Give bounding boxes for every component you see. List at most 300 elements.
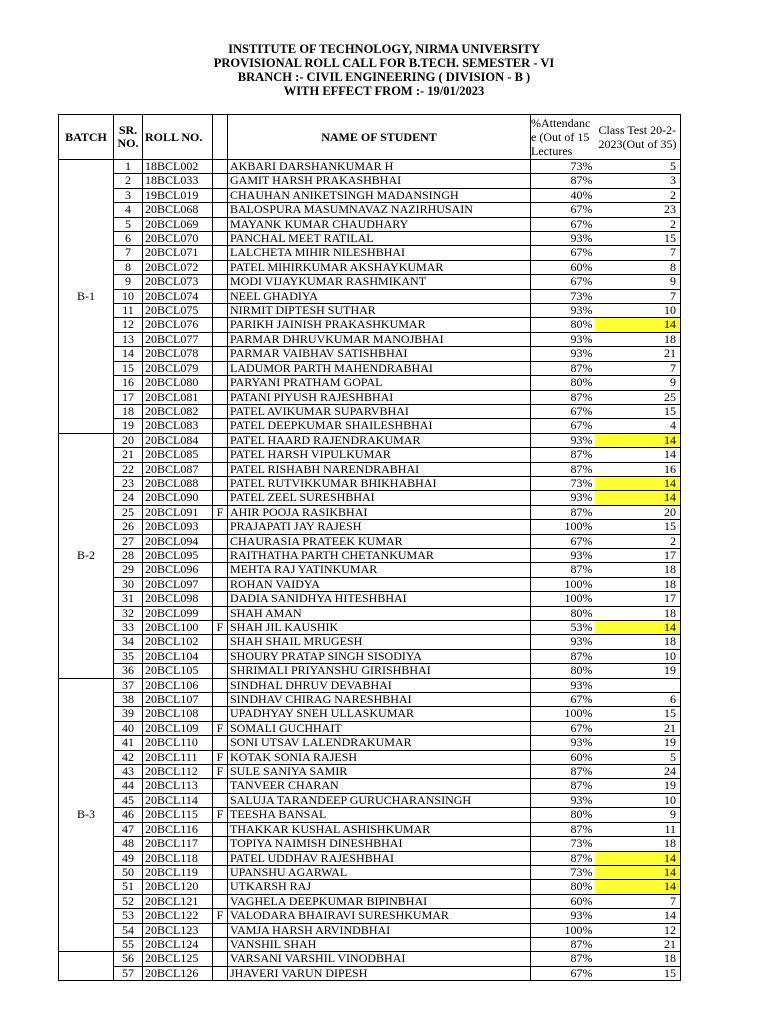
sr-cell: 33 (114, 621, 143, 635)
table-row (59, 736, 681, 750)
student-name-cell: NEEL GHADIYA (228, 289, 531, 303)
sr-cell: 35 (114, 649, 143, 663)
gender-flag-cell (213, 937, 228, 951)
attendance-cell: 67% (531, 246, 595, 260)
sr-cell: 18 (114, 404, 143, 418)
class-test-cell: 19 (595, 736, 681, 750)
attendance-cell: 93% (531, 304, 595, 318)
roll-no-cell: 20BCL106 (143, 678, 213, 692)
table-row (59, 909, 681, 923)
attendance-cell: 73% (531, 476, 595, 490)
table-row (59, 721, 681, 735)
attendance-cell: 87% (531, 937, 595, 951)
column-header-name: NAME OF STUDENT (228, 115, 531, 160)
attendance-cell: 60% (531, 894, 595, 908)
roll-no-cell: 20BCL082 (143, 404, 213, 418)
roll-no-cell: 20BCL093 (143, 520, 213, 534)
student-name-cell: UPADHYAY SNEH ULLASKUMAR (228, 707, 531, 721)
student-name-cell: THAKKAR KUSHAL ASHISHKUMAR (228, 822, 531, 836)
institute-title: INSTITUTE OF TECHNOLOGY, NIRMA UNIVERSITY (228, 42, 540, 56)
table-row (59, 491, 681, 505)
student-name-cell: UTKARSH RAJ (228, 880, 531, 894)
sr-cell: 27 (114, 534, 143, 548)
table-row (59, 174, 681, 188)
gender-flag-cell (213, 174, 228, 188)
table-row (59, 880, 681, 894)
sr-cell: 55 (114, 937, 143, 951)
roll-no-cell: 20BCL072 (143, 260, 213, 274)
attendance-cell: 93% (531, 909, 595, 923)
attendance-cell: 100% (531, 577, 595, 591)
table-row (59, 793, 681, 807)
sr-cell: 20 (114, 433, 143, 447)
roll-no-cell: 20BCL105 (143, 664, 213, 678)
student-name-cell: SINDHAV CHIRAG NARESHBHAI (228, 693, 531, 707)
student-name-cell: LADUMOR PARTH MAHENDRABHAI (228, 361, 531, 375)
sr-cell: 47 (114, 822, 143, 836)
student-name-cell: LALCHETA MIHIR NILESHBHAI (228, 246, 531, 260)
attendance-cell: 87% (531, 779, 595, 793)
roll-no-cell: 19BCL019 (143, 188, 213, 202)
sr-cell: 13 (114, 332, 143, 346)
roll-no-cell: 20BCL094 (143, 534, 213, 548)
gender-flag-cell: F (213, 621, 228, 635)
student-name-cell: PATANI PIYUSH RAJESHBHAI (228, 390, 531, 404)
class-test-cell: 18 (595, 635, 681, 649)
class-test-cell: 15 (595, 404, 681, 418)
gender-flag-cell (213, 779, 228, 793)
class-test-cell: 20 (595, 505, 681, 519)
column-header-batch: BATCH (59, 115, 114, 160)
attendance-cell: 67% (531, 721, 595, 735)
sr-cell: 42 (114, 750, 143, 764)
gender-flag-cell (213, 966, 228, 980)
roll-no-cell: 20BCL070 (143, 232, 213, 246)
sr-cell: 17 (114, 390, 143, 404)
class-test-cell: 15 (595, 520, 681, 534)
attendance-cell: 87% (531, 174, 595, 188)
student-name-cell: TOPIYA NAIMISH DINESHBHAI (228, 837, 531, 851)
roll-no-cell: 20BCL090 (143, 491, 213, 505)
sr-cell: 45 (114, 793, 143, 807)
attendance-cell: 80% (531, 880, 595, 894)
class-test-cell: 14 (595, 909, 681, 923)
sr-cell: 26 (114, 520, 143, 534)
class-test-cell: 2 (595, 534, 681, 548)
attendance-cell: 67% (531, 419, 595, 433)
table-row (59, 534, 681, 548)
class-test-cell: 9 (595, 275, 681, 289)
roll-call-table (58, 114, 681, 981)
class-test-cell: 2 (595, 188, 681, 202)
table-row (59, 448, 681, 462)
class-test-cell: 18 (595, 332, 681, 346)
column-header-flag (213, 115, 228, 160)
gender-flag-cell (213, 880, 228, 894)
table-row (59, 217, 681, 231)
gender-flag-cell: F (213, 765, 228, 779)
class-test-cell: 18 (595, 837, 681, 851)
attendance-cell: 67% (531, 217, 595, 231)
class-test-cell: 15 (595, 232, 681, 246)
roll-no-cell: 20BCL074 (143, 289, 213, 303)
attendance-cell: 87% (531, 822, 595, 836)
gender-flag-cell (213, 635, 228, 649)
sr-cell: 37 (114, 678, 143, 692)
roll-no-cell: 18BCL002 (143, 160, 213, 174)
roll-no-cell: 20BCL112 (143, 765, 213, 779)
gender-flag-cell (213, 318, 228, 332)
table-row (59, 693, 681, 707)
gender-flag-cell (213, 693, 228, 707)
roll-no-cell: 20BCL079 (143, 361, 213, 375)
table-row (59, 376, 681, 390)
roll-no-cell: 20BCL077 (143, 332, 213, 346)
roll-no-cell: 20BCL125 (143, 952, 213, 966)
attendance-cell: 87% (531, 462, 595, 476)
roll-no-cell: 20BCL073 (143, 275, 213, 289)
student-name-cell: CHAURASIA PRATEEK KUMAR (228, 534, 531, 548)
class-test-cell: 8 (595, 260, 681, 274)
student-rows (59, 160, 681, 981)
class-test-cell: 19 (595, 779, 681, 793)
attendance-cell: 60% (531, 750, 595, 764)
sr-cell: 51 (114, 880, 143, 894)
sr-cell: 57 (114, 966, 143, 980)
table-row (59, 433, 681, 447)
attendance-cell: 60% (531, 260, 595, 274)
gender-flag-cell (213, 837, 228, 851)
student-name-cell: PARMAR DHRUVKUMAR MANOJBHAI (228, 332, 531, 346)
gender-flag-cell: F (213, 808, 228, 822)
roll-no-cell: 20BCL114 (143, 793, 213, 807)
roll-no-cell: 20BCL081 (143, 390, 213, 404)
sr-cell: 41 (114, 736, 143, 750)
student-name-cell: NIRMIT DIPTESH SUTHAR (228, 304, 531, 318)
roll-no-cell: 20BCL097 (143, 577, 213, 591)
attendance-cell: 67% (531, 203, 595, 217)
class-test-cell: 14 (595, 491, 681, 505)
student-name-cell: SHAH SHAIL MRUGESH (228, 635, 531, 649)
attendance-cell: 93% (531, 347, 595, 361)
gender-flag-cell (213, 433, 228, 447)
class-test-cell: 7 (595, 289, 681, 303)
student-name-cell: VANSHIL SHAH (228, 937, 531, 951)
table-row (59, 894, 681, 908)
student-name-cell: VARSANI VARSHIL VINODBHAI (228, 952, 531, 966)
class-test-cell: 21 (595, 347, 681, 361)
document-header (0, 42, 768, 98)
gender-flag-cell (213, 347, 228, 361)
table-row (59, 664, 681, 678)
attendance-cell: 87% (531, 649, 595, 663)
table-row (59, 404, 681, 418)
table-row (59, 678, 681, 692)
sr-cell: 49 (114, 851, 143, 865)
class-test-cell: 16 (595, 462, 681, 476)
class-test-cell: 23 (595, 203, 681, 217)
table-row (59, 275, 681, 289)
batch-label: B-3 (59, 678, 114, 952)
sr-cell: 52 (114, 894, 143, 908)
gender-flag-cell (213, 520, 228, 534)
attendance-cell: 80% (531, 664, 595, 678)
class-test-cell: 18 (595, 563, 681, 577)
gender-flag-cell (213, 736, 228, 750)
gender-flag-cell (213, 923, 228, 937)
table-row (59, 318, 681, 332)
table-row (59, 160, 681, 174)
roll-no-cell: 20BCL108 (143, 707, 213, 721)
attendance-cell: 87% (531, 390, 595, 404)
student-name-cell: TEESHA BANSAL (228, 808, 531, 822)
attendance-cell: 93% (531, 548, 595, 562)
sr-cell: 48 (114, 837, 143, 851)
table-row (59, 837, 681, 851)
student-name-cell: KOTAK SONIA RAJESH (228, 750, 531, 764)
student-name-cell: SHAH AMAN (228, 606, 531, 620)
table-row (59, 966, 681, 980)
roll-no-cell: 20BCL091 (143, 505, 213, 519)
gender-flag-cell (213, 649, 228, 663)
sr-cell: 8 (114, 260, 143, 274)
gender-flag-cell (213, 491, 228, 505)
class-test-cell: 14 (595, 865, 681, 879)
gender-flag-cell: F (213, 750, 228, 764)
student-name-cell: PATEL HARSH VIPULKUMAR (228, 448, 531, 462)
class-test-cell: 10 (595, 649, 681, 663)
class-test-cell: 21 (595, 721, 681, 735)
attendance-cell: 100% (531, 923, 595, 937)
sr-cell: 5 (114, 217, 143, 231)
sr-cell: 6 (114, 232, 143, 246)
sr-cell: 19 (114, 419, 143, 433)
sr-cell: 46 (114, 808, 143, 822)
class-test-cell: 18 (595, 952, 681, 966)
table-row (59, 923, 681, 937)
gender-flag-cell: F (213, 909, 228, 923)
roll-no-cell: 20BCL071 (143, 246, 213, 260)
student-name-cell: MODI VIJAYKUMAR RASHMIKANT (228, 275, 531, 289)
class-test-cell: 7 (595, 361, 681, 375)
student-name-cell: PATEL RISHABH NARENDRABHAI (228, 462, 531, 476)
sr-cell: 32 (114, 606, 143, 620)
gender-flag-cell (213, 246, 228, 260)
class-test-cell: 14 (595, 476, 681, 490)
gender-flag-cell (213, 217, 228, 231)
attendance-cell: 87% (531, 851, 595, 865)
table-row (59, 304, 681, 318)
batch-label: B-2 (59, 433, 114, 678)
roll-no-cell: 20BCL126 (143, 966, 213, 980)
sr-cell: 3 (114, 188, 143, 202)
table-row (59, 606, 681, 620)
class-test-cell: 14 (595, 851, 681, 865)
roll-no-cell: 20BCL095 (143, 548, 213, 562)
batch-label: B-1 (59, 160, 114, 434)
gender-flag-cell (213, 304, 228, 318)
class-test-cell: 11 (595, 822, 681, 836)
attendance-cell: 80% (531, 318, 595, 332)
roll-no-cell: 20BCL113 (143, 779, 213, 793)
student-name-cell: VAMJA HARSH ARVINDBHAI (228, 923, 531, 937)
roll-no-cell: 20BCL118 (143, 851, 213, 865)
roll-no-cell: 20BCL107 (143, 693, 213, 707)
roll-no-cell: 20BCL069 (143, 217, 213, 231)
column-header-sr: SR. NO. (114, 115, 143, 160)
roll-no-cell: 20BCL116 (143, 822, 213, 836)
student-name-cell: DADIA SANIDHYA HITESHBHAI (228, 592, 531, 606)
table-row (59, 505, 681, 519)
attendance-cell: 87% (531, 563, 595, 577)
table-row (59, 822, 681, 836)
sr-cell: 1 (114, 160, 143, 174)
roll-no-cell: 20BCL098 (143, 592, 213, 606)
class-test-cell: 19 (595, 664, 681, 678)
gender-flag-cell (213, 289, 228, 303)
attendance-cell: 87% (531, 952, 595, 966)
class-test-cell: 9 (595, 376, 681, 390)
student-name-cell: PATEL HAARD RAJENDRAKUMAR (228, 433, 531, 447)
gender-flag-cell (213, 232, 228, 246)
attendance-cell: 67% (531, 404, 595, 418)
roll-no-cell: 20BCL124 (143, 937, 213, 951)
sr-cell: 39 (114, 707, 143, 721)
gender-flag-cell (213, 448, 228, 462)
class-test-cell: 14 (595, 433, 681, 447)
table-row (59, 563, 681, 577)
attendance-cell: 93% (531, 736, 595, 750)
gender-flag-cell (213, 404, 228, 418)
roll-no-cell: 20BCL115 (143, 808, 213, 822)
gender-flag-cell (213, 361, 228, 375)
sr-cell: 44 (114, 779, 143, 793)
sr-cell: 40 (114, 721, 143, 735)
sr-cell: 2 (114, 174, 143, 188)
sr-cell: 25 (114, 505, 143, 519)
class-test-cell: 5 (595, 750, 681, 764)
attendance-cell: 100% (531, 592, 595, 606)
table-row (59, 332, 681, 346)
gender-flag-cell (213, 462, 228, 476)
sr-cell: 11 (114, 304, 143, 318)
class-test-cell: 17 (595, 548, 681, 562)
attendance-cell: 40% (531, 188, 595, 202)
roll-no-cell: 20BCL119 (143, 865, 213, 879)
roll-no-cell: 20BCL078 (143, 347, 213, 361)
roll-no-cell: 20BCL121 (143, 894, 213, 908)
attendance-cell: 67% (531, 275, 595, 289)
class-test-cell: 14 (595, 448, 681, 462)
class-test-cell: 9 (595, 808, 681, 822)
student-name-cell: AHIR POOJA RASIKBHAI (228, 505, 531, 519)
sr-cell: 29 (114, 563, 143, 577)
roll-no-cell: 20BCL117 (143, 837, 213, 851)
gender-flag-cell (213, 476, 228, 490)
attendance-cell: 93% (531, 793, 595, 807)
attendance-cell: 93% (531, 635, 595, 649)
roll-no-cell: 20BCL102 (143, 635, 213, 649)
roll-no-cell: 20BCL088 (143, 476, 213, 490)
roll-no-cell: 20BCL083 (143, 419, 213, 433)
gender-flag-cell (213, 534, 228, 548)
roll-no-cell: 20BCL120 (143, 880, 213, 894)
gender-flag-cell (213, 548, 228, 562)
attendance-cell: 93% (531, 433, 595, 447)
student-name-cell: SHOURY PRATAP SINGH SISODIYA (228, 649, 531, 663)
table-row (59, 779, 681, 793)
table-row (59, 347, 681, 361)
gender-flag-cell (213, 188, 228, 202)
roll-no-cell: 20BCL076 (143, 318, 213, 332)
table-row (59, 765, 681, 779)
gender-flag-cell (213, 865, 228, 879)
roll-no-cell: 20BCL084 (143, 433, 213, 447)
gender-flag-cell (213, 793, 228, 807)
table-row (59, 476, 681, 490)
sr-cell: 23 (114, 476, 143, 490)
attendance-cell: 73% (531, 160, 595, 174)
roll-no-cell: 20BCL123 (143, 923, 213, 937)
student-name-cell: PARIKH JAINISH PRAKASHKUMAR (228, 318, 531, 332)
class-test-cell: 7 (595, 894, 681, 908)
student-name-cell: SULE SANIYA SAMIR (228, 765, 531, 779)
gender-flag-cell (213, 275, 228, 289)
sr-cell: 56 (114, 952, 143, 966)
attendance-cell: 67% (531, 966, 595, 980)
student-name-cell: VAGHELA DEEPKUMAR BIPINBHAI (228, 894, 531, 908)
table-row (59, 462, 681, 476)
table-row (59, 577, 681, 591)
branch-title: BRANCH :- CIVIL ENGINEERING ( DIVISION - B ) (237, 70, 531, 84)
roll-no-cell: 20BCL087 (143, 462, 213, 476)
sr-cell: 30 (114, 577, 143, 591)
student-name-cell: SONI UTSAV LALENDRAKUMAR (228, 736, 531, 750)
gender-flag-cell (213, 822, 228, 836)
table-row (59, 851, 681, 865)
sr-cell: 50 (114, 865, 143, 879)
gender-flag-cell (213, 851, 228, 865)
student-name-cell: PATEL AVIKUMAR SUPARVBHAI (228, 404, 531, 418)
attendance-cell: 100% (531, 520, 595, 534)
class-test-cell: 4 (595, 419, 681, 433)
class-test-cell: 2 (595, 217, 681, 231)
sr-cell: 34 (114, 635, 143, 649)
table-row (59, 203, 681, 217)
class-test-cell: 3 (595, 174, 681, 188)
attendance-cell: 73% (531, 865, 595, 879)
table-row (59, 188, 681, 202)
student-name-cell: PATEL ZEEL SURESHBHAI (228, 491, 531, 505)
roll-no-cell: 20BCL111 (143, 750, 213, 764)
gender-flag-cell (213, 952, 228, 966)
column-header-class-test: Class Test 20-2-2023(Out of 35) (595, 115, 681, 160)
class-test-cell: 18 (595, 606, 681, 620)
sr-cell: 53 (114, 909, 143, 923)
column-header-attendance: %Attendance (Out of 15 Lectures (531, 115, 595, 160)
attendance-cell: 73% (531, 289, 595, 303)
student-name-cell: MAYANK KUMAR CHAUDHARY (228, 217, 531, 231)
sr-cell: 12 (114, 318, 143, 332)
class-test-cell: 15 (595, 966, 681, 980)
table-row (59, 390, 681, 404)
table-row (59, 592, 681, 606)
student-name-cell: SHRIMALI PRIYANSHU GIRISHBHAI (228, 664, 531, 678)
gender-flag-cell (213, 563, 228, 577)
sr-cell: 54 (114, 923, 143, 937)
sr-cell: 9 (114, 275, 143, 289)
sr-cell: 16 (114, 376, 143, 390)
